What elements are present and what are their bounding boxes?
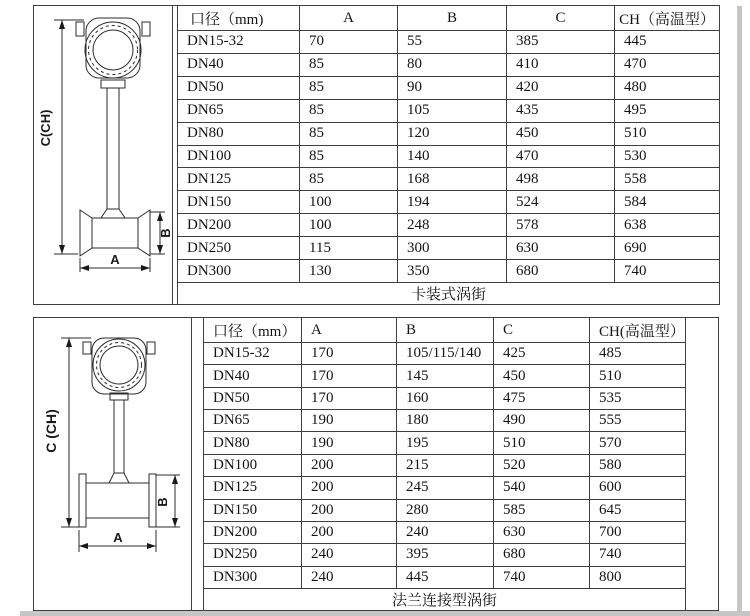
dimension-value-cell: 740 [615, 260, 720, 283]
dimension-value-cell: 740 [590, 544, 686, 566]
dn-size-cell: DN50 [178, 76, 300, 99]
dimension-value-cell: 740 [494, 566, 590, 588]
dn-size-cell: DN200 [204, 521, 302, 543]
dimension-value-cell: 470 [615, 53, 720, 76]
dimension-value-cell: 170 [302, 387, 397, 409]
column-header-ch: CH（高温型） [615, 6, 720, 31]
dim-label-a: A [110, 252, 120, 267]
dimension-value-cell: 580 [590, 454, 686, 476]
dimension-value-cell: 630 [494, 521, 590, 543]
dimension-c [43, 338, 91, 527]
dim-label-c: C(CH) [38, 109, 53, 147]
dn-size-cell: DN15-32 [204, 343, 302, 365]
table-row [178, 191, 720, 214]
flange-table-header [204, 318, 686, 343]
dimension-value-cell: 420 [507, 76, 615, 99]
dimension-value-cell: 630 [507, 237, 615, 260]
dimension-value-cell: 180 [397, 410, 494, 432]
dimension-value-cell: 248 [398, 214, 507, 237]
dn-size-cell: DN40 [178, 53, 300, 76]
dimension-b [150, 212, 172, 254]
dimension-value-cell: 170 [302, 343, 397, 365]
dimension-value-cell: 200 [302, 477, 397, 499]
dimension-value-cell: 498 [507, 168, 615, 191]
dim-label-a: A [113, 530, 123, 545]
dimension-value-cell: 680 [494, 544, 590, 566]
dn-size-cell: DN15-32 [178, 31, 300, 54]
dimension-value-cell: 240 [302, 566, 397, 588]
dimension-a [79, 530, 156, 552]
dn-size-cell: DN300 [178, 260, 300, 283]
table-row [178, 99, 720, 122]
dimension-value-cell: 300 [398, 237, 507, 260]
transmitter-head-icon [76, 18, 150, 78]
dim-label-b: B [155, 497, 170, 507]
clamp-table-header [178, 6, 720, 31]
table-caption: 卡装式涡街 [178, 283, 720, 305]
dimension-value-cell: 160 [397, 387, 494, 409]
dimension-value-cell: 385 [507, 31, 615, 54]
dimension-value-cell: 520 [494, 454, 590, 476]
table-row [204, 544, 686, 566]
table-row [204, 477, 686, 499]
flange-diagram-area [34, 318, 192, 610]
dn-size-cell: DN125 [204, 477, 302, 499]
clamp-section [33, 5, 720, 305]
dimension-value-cell: 194 [398, 191, 507, 214]
table-row [204, 387, 686, 409]
dimension-value-cell: 280 [397, 499, 494, 521]
dimension-value-cell: 570 [590, 432, 686, 454]
dimension-value-cell: 100 [300, 214, 398, 237]
dimension-value-cell: 145 [397, 365, 494, 387]
header-row [204, 318, 686, 343]
dimension-value-cell: 490 [494, 410, 590, 432]
dimension-value-cell: 115 [300, 237, 398, 260]
table-row [178, 168, 720, 191]
clamp-table-footer [178, 283, 720, 305]
footer-row [204, 589, 686, 611]
dimension-value-cell: 85 [300, 145, 398, 168]
clamp-diagram-area [34, 6, 173, 304]
dn-size-cell: DN65 [178, 99, 300, 122]
dn-size-cell: DN80 [204, 432, 302, 454]
dimension-value-cell: 200 [302, 454, 397, 476]
table-row [204, 343, 686, 365]
dimension-value-cell: 425 [494, 343, 590, 365]
dimension-value-cell: 530 [615, 145, 720, 168]
dimension-value-cell: 140 [398, 145, 507, 168]
dn-size-cell: DN65 [204, 410, 302, 432]
dn-size-cell: DN80 [178, 122, 300, 145]
table-row [178, 237, 720, 260]
column-header-size: 口径（mm） [204, 318, 302, 343]
dimension-a [80, 252, 150, 272]
header-row [178, 6, 720, 31]
dimension-value-cell: 215 [397, 454, 494, 476]
dimension-value-cell: 240 [397, 521, 494, 543]
dimension-value-cell: 105 [398, 99, 507, 122]
dimension-value-cell: 85 [300, 122, 398, 145]
dimension-value-cell: 90 [398, 76, 507, 99]
table-row [204, 410, 686, 432]
dn-size-cell: DN150 [178, 191, 300, 214]
dimension-value-cell: 445 [615, 31, 720, 54]
table-row [204, 521, 686, 543]
flange-table-footer [204, 589, 686, 611]
dimension-value-cell: 558 [615, 168, 720, 191]
dn-size-cell: DN125 [178, 168, 300, 191]
scan-edge-right [737, 6, 742, 616]
dn-size-cell: DN100 [178, 145, 300, 168]
dimension-value-cell: 450 [507, 122, 615, 145]
dimension-value-cell: 638 [615, 214, 720, 237]
dn-size-cell: DN150 [204, 499, 302, 521]
dimension-value-cell: 195 [397, 432, 494, 454]
dimension-value-cell: 510 [590, 365, 686, 387]
dimension-value-cell: 168 [398, 168, 507, 191]
dimension-value-cell: 85 [300, 99, 398, 122]
table-row [178, 53, 720, 76]
dimension-value-cell: 190 [302, 410, 397, 432]
dimension-value-cell: 85 [300, 76, 398, 99]
table-row [204, 365, 686, 387]
clamp-flowmeter-diagram [34, 6, 172, 302]
dimension-value-cell: 800 [590, 566, 686, 588]
dimension-value-cell: 190 [302, 432, 397, 454]
dimension-value-cell: 470 [507, 145, 615, 168]
dimension-value-cell: 245 [397, 477, 494, 499]
table-caption: 法兰连接型涡街 [204, 589, 686, 611]
table-row [178, 122, 720, 145]
column-header-ch: CH(高温型） [590, 318, 686, 343]
table-row [204, 454, 686, 476]
dimension-value-cell: 600 [590, 477, 686, 499]
column-header-size: 口径（mm) [178, 6, 300, 31]
dimension-value-cell: 170 [302, 365, 397, 387]
table-row [178, 76, 720, 99]
table-row [178, 260, 720, 283]
dimension-value-cell: 555 [590, 410, 686, 432]
clamp-table-body [178, 31, 720, 283]
dimension-value-cell: 585 [494, 499, 590, 521]
wafer-body-shape [80, 210, 150, 256]
footer-row [178, 283, 720, 305]
dimension-value-cell: 70 [300, 31, 398, 54]
dn-size-cell: DN200 [178, 214, 300, 237]
dim-label-b: B [158, 228, 172, 238]
dn-size-cell: DN50 [204, 387, 302, 409]
flange-table [203, 317, 686, 611]
column-header-a: A [300, 6, 398, 31]
dimension-value-cell: 200 [302, 499, 397, 521]
dn-size-cell: DN300 [204, 566, 302, 588]
dimension-value-cell: 690 [615, 237, 720, 260]
dimension-value-cell: 200 [302, 521, 397, 543]
flange-flowmeter-diagram [34, 318, 191, 608]
dimension-value-cell: 395 [397, 544, 494, 566]
dimension-value-cell: 105/115/140 [397, 343, 494, 365]
dim-label-c: C (CH) [43, 409, 59, 453]
table-row [204, 566, 686, 588]
column-header-c: C [494, 318, 590, 343]
flange-section [33, 317, 719, 611]
dimension-value-cell: 435 [507, 99, 615, 122]
dimension-value-cell: 495 [615, 99, 720, 122]
dn-size-cell: DN40 [204, 365, 302, 387]
flange-body-shape [79, 474, 156, 527]
dimension-value-cell: 450 [494, 365, 590, 387]
table-row [204, 432, 686, 454]
transmitter-head-icon [83, 338, 155, 394]
dimension-value-cell: 485 [590, 343, 686, 365]
dimension-value-cell: 130 [300, 260, 398, 283]
dimension-value-cell: 680 [507, 260, 615, 283]
dimension-value-cell: 540 [494, 477, 590, 499]
dimension-value-cell: 700 [590, 521, 686, 543]
stem-shape [101, 80, 125, 218]
dimension-value-cell: 578 [507, 214, 615, 237]
table-row [178, 145, 720, 168]
dn-size-cell: DN100 [204, 454, 302, 476]
dimension-value-cell: 410 [507, 53, 615, 76]
column-header-c: C [507, 6, 615, 31]
dimension-value-cell: 475 [494, 387, 590, 409]
dimension-value-cell: 510 [615, 122, 720, 145]
dimension-value-cell: 445 [397, 566, 494, 588]
dimension-value-cell: 584 [615, 191, 720, 214]
dimension-value-cell: 85 [300, 168, 398, 191]
column-header-b: B [398, 6, 507, 31]
dimension-value-cell: 240 [302, 544, 397, 566]
stem-shape [109, 393, 129, 483]
dn-size-cell: DN250 [204, 544, 302, 566]
dimension-value-cell: 510 [494, 432, 590, 454]
dimension-b [155, 475, 180, 527]
flange-table-body [204, 343, 686, 589]
column-header-a: A [302, 318, 397, 343]
dimension-value-cell: 55 [398, 31, 507, 54]
dimension-value-cell: 350 [398, 260, 507, 283]
dimension-value-cell: 120 [398, 122, 507, 145]
column-header-b: B [397, 318, 494, 343]
dimension-value-cell: 85 [300, 53, 398, 76]
table-row [204, 499, 686, 521]
clamp-table [177, 5, 720, 305]
scan-edge-bottom [20, 611, 750, 616]
dimension-value-cell: 645 [590, 499, 686, 521]
dimension-value-cell: 480 [615, 76, 720, 99]
dimension-value-cell: 524 [507, 191, 615, 214]
dimension-value-cell: 535 [590, 387, 686, 409]
dn-size-cell: DN250 [178, 237, 300, 260]
table-row [178, 214, 720, 237]
table-row [178, 31, 720, 54]
dimension-c [38, 20, 84, 254]
dimension-value-cell: 100 [300, 191, 398, 214]
dimension-value-cell: 80 [398, 53, 507, 76]
